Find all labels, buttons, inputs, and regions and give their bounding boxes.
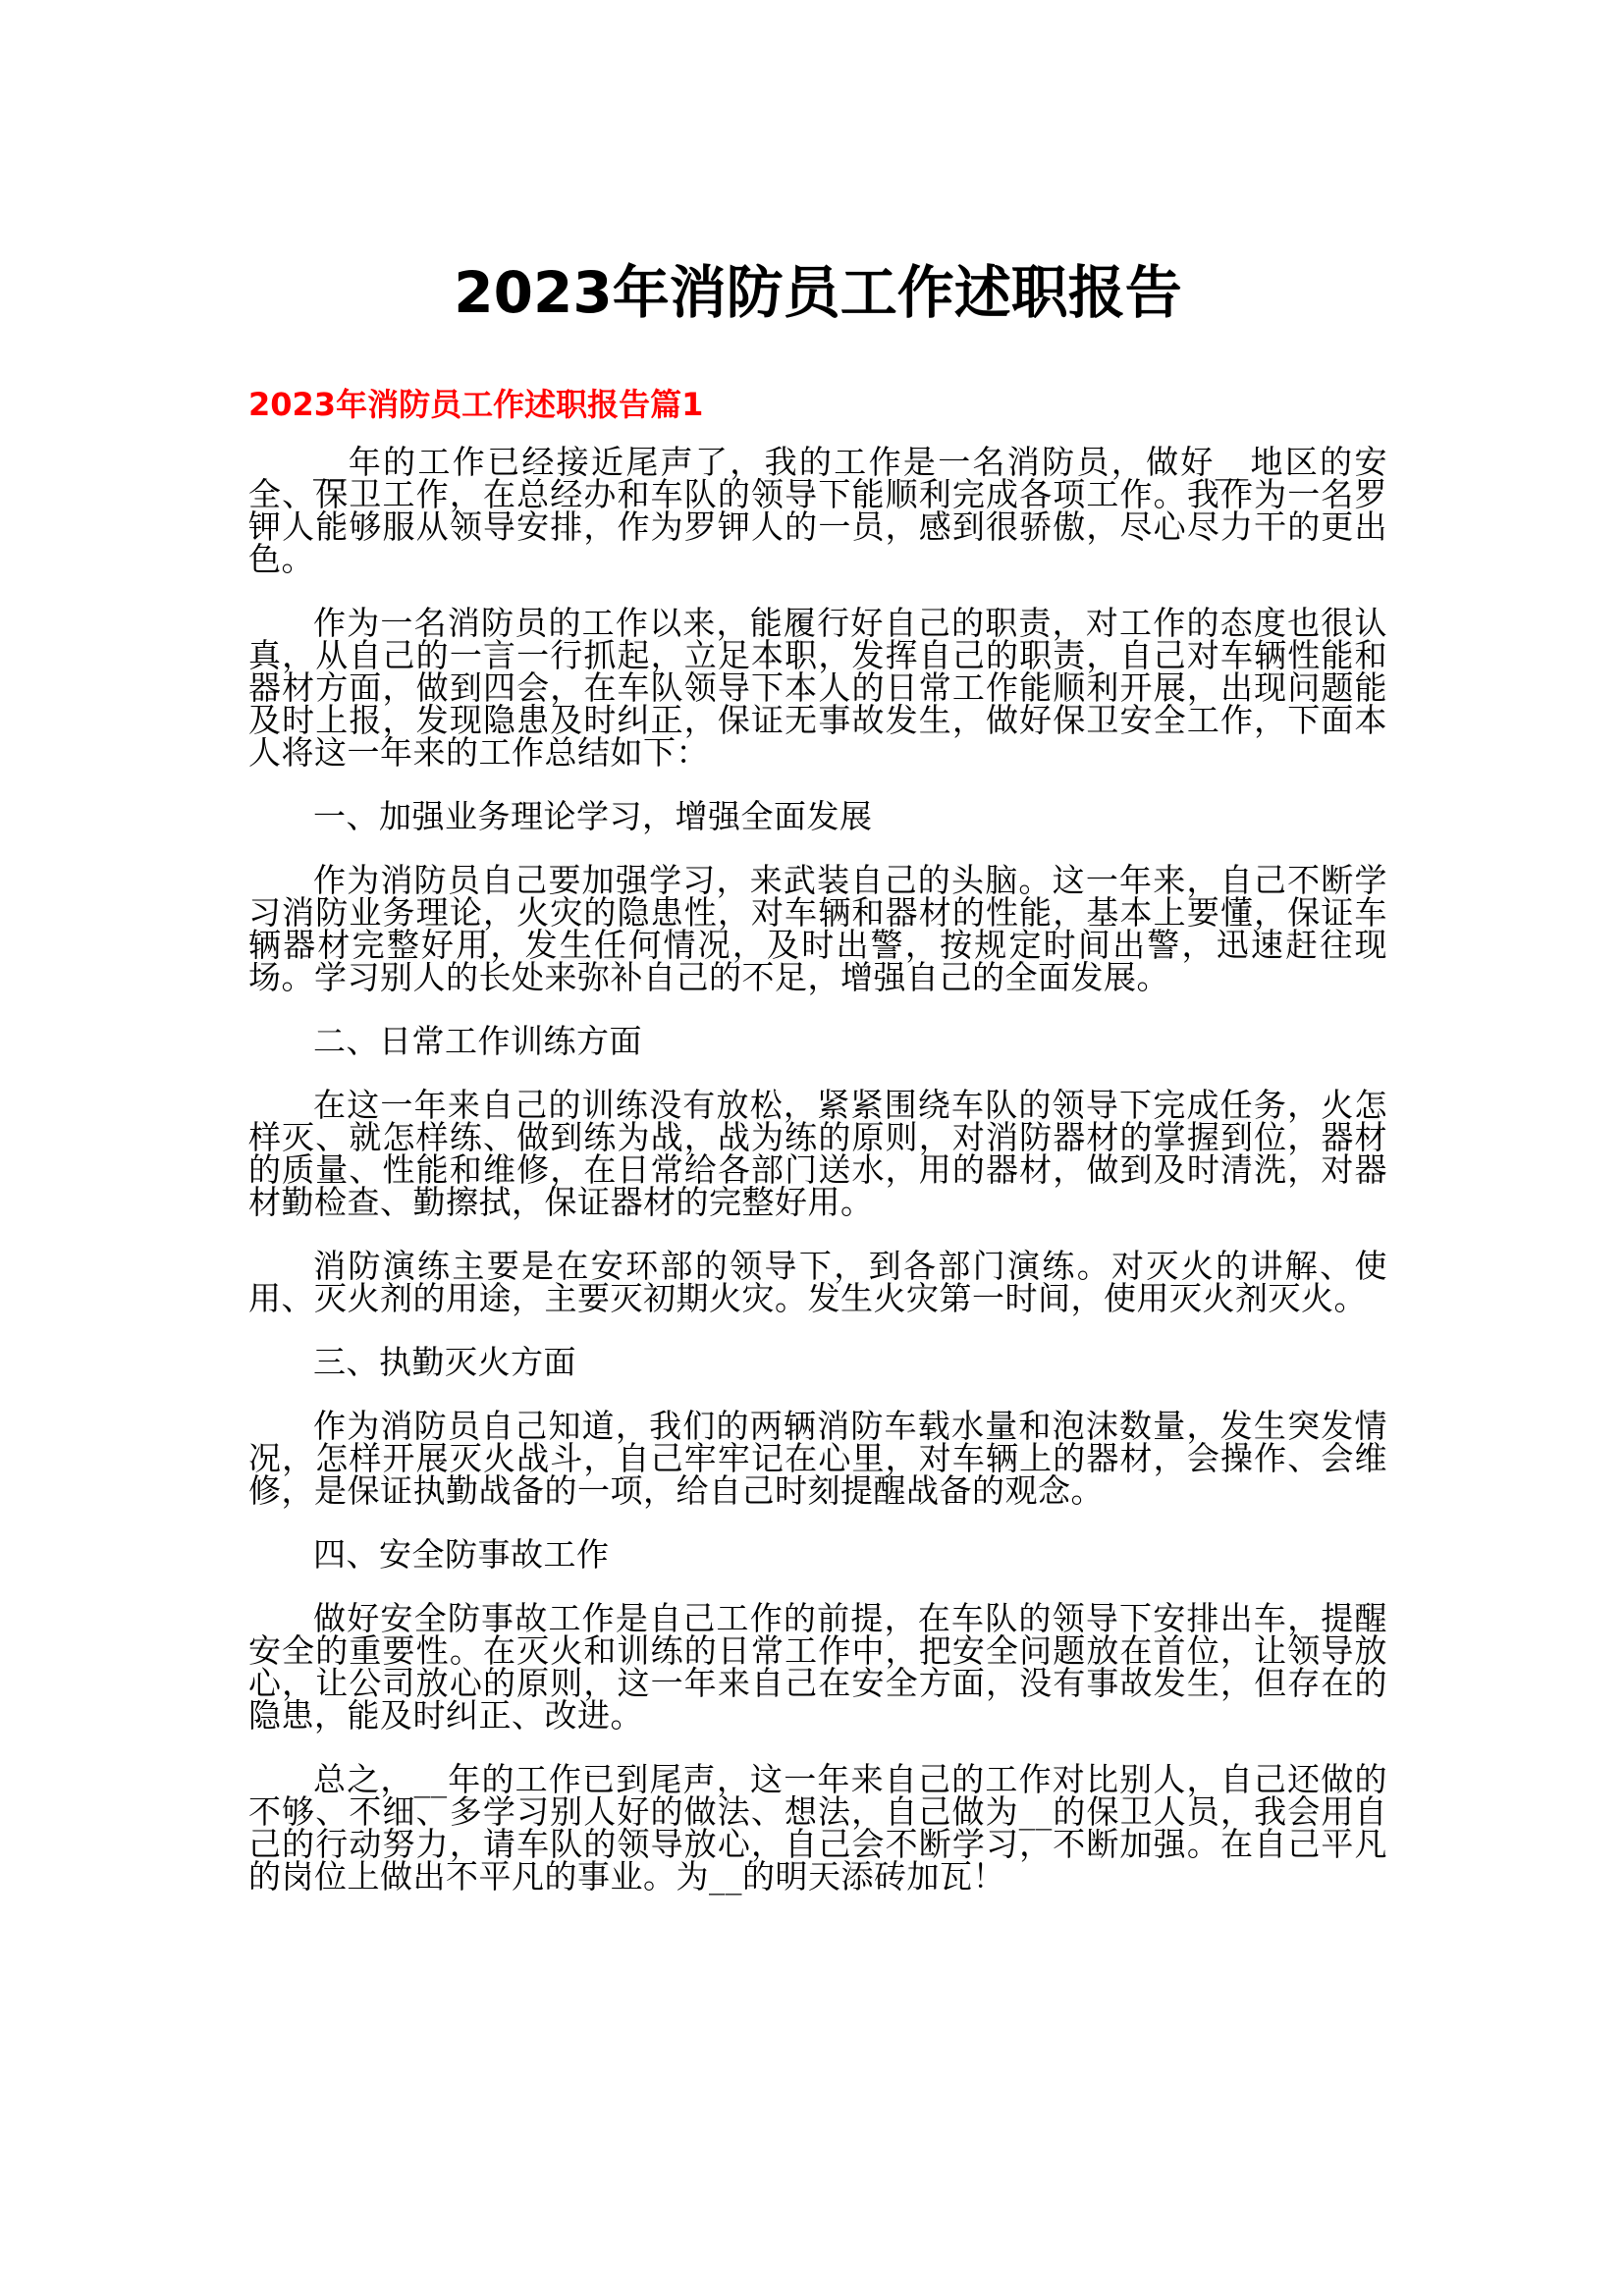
subheading-3: 三、执勤灭火方面 xyxy=(313,1343,576,1381)
document-page xyxy=(248,257,1387,1896)
subheading-4: 四、安全防事故工作 xyxy=(313,1535,610,1574)
paragraph-duty: 作为消防员自己知道，我们的两辆消防车载水量和泡沫数量，发生突发情况，怎样开展灭火战斗，自己牢牢记在心里，对车辆上的器材，会操作、会维修，是保证执勤战备的一项，给自己时刻提醒战备的观念。 xyxy=(248,1407,1387,1510)
paragraph-drills: 消防演练主要是在安环部的领导下，到各部门演练。对灭火的讲解、使用、灭火剂的用途，主要灭初期火灾。发生火灾第一时间，使用灭火剂灭火。 xyxy=(248,1247,1387,1317)
paragraph-overview: 作为一名消防员的工作以来，能履行好自己的职责，对工作的态度也很认真，从自己的一言一行抓起，立足本职，发挥自己的职责，自己对车辆性能和器材方面，做到四会，在车队领导下本人的日常工作能顺利开展，出现问题能及时上报，发现隐患及时纠正，保证无事故发生，做好保卫安全工作，下面本人将这一年来的工作总结如下： xyxy=(248,604,1387,772)
paragraph-intro: __年的工作已经接近尾声了，我的工作是一名消防员，做好__地区的安全、保卫工作，在总经办和车队的领导下能顺利完成各项工作。我作为一名罗钾人能够服从领导安排，作为罗钾人的一员，感到很骄傲，尽心尽力干的更出色。 xyxy=(248,443,1387,578)
subheading-1: 一、加强业务理论学习，增强全面发展 xyxy=(313,797,873,835)
paragraph-conclusion: 总之，__年的工作已到尾声，这一年来自己的工作对比别人，自己还做的不够、不细、多学习别人好的做法、想法，自己做为__的保卫人员，我会用自己的行动努力，请车队的领导放心，自己会不断学习，不断加强。在自己平凡的岗位上做出不平凡的事业。为__的明天添砖加瓦！ xyxy=(248,1760,1387,1896)
section-heading: 2023年消防员工作述职报告篇1 xyxy=(248,386,704,423)
paragraph-study: 作为消防员自己要加强学习，来武装自己的头脑。这一年来，自己不断学习消防业务理论，火灾的隐患性，对车辆和器材的性能，基本上要懂，保证车辆器材完整好用，发生任何情况，及时出警，按规定时间出警，迅速赶往现场。学习别人的长处来弥补自己的不足，增强自己的全面发展。 xyxy=(248,861,1387,996)
document-title: 2023年消防员工作述职报告 xyxy=(454,259,1182,326)
subheading-2: 二、日常工作训练方面 xyxy=(313,1022,642,1060)
paragraph-training: 在这一年来自己的训练没有放松，紧紧围绕车队的领导下完成任务，火怎样灭、就怎样练、做到练为战，战为练的原则，对消防器材的掌握到位，器材的质量、性能和维修，在日常给各部门送水，用的器材，做到及时清洗，对器材勤检查、勤擦拭，保证器材的完整好用。 xyxy=(248,1086,1387,1221)
paragraph-safety: 做好安全防事故工作是自己工作的前提，在车队的领导下安排出车，提醒安全的重要性。在灭火和训练的日常工作中，把安全问题放在首位，让领导放心，让公司放心的原则，这一年来自己在安全方面，没有事故发生，但存在的隐患，能及时纠正、改进。 xyxy=(248,1599,1387,1735)
